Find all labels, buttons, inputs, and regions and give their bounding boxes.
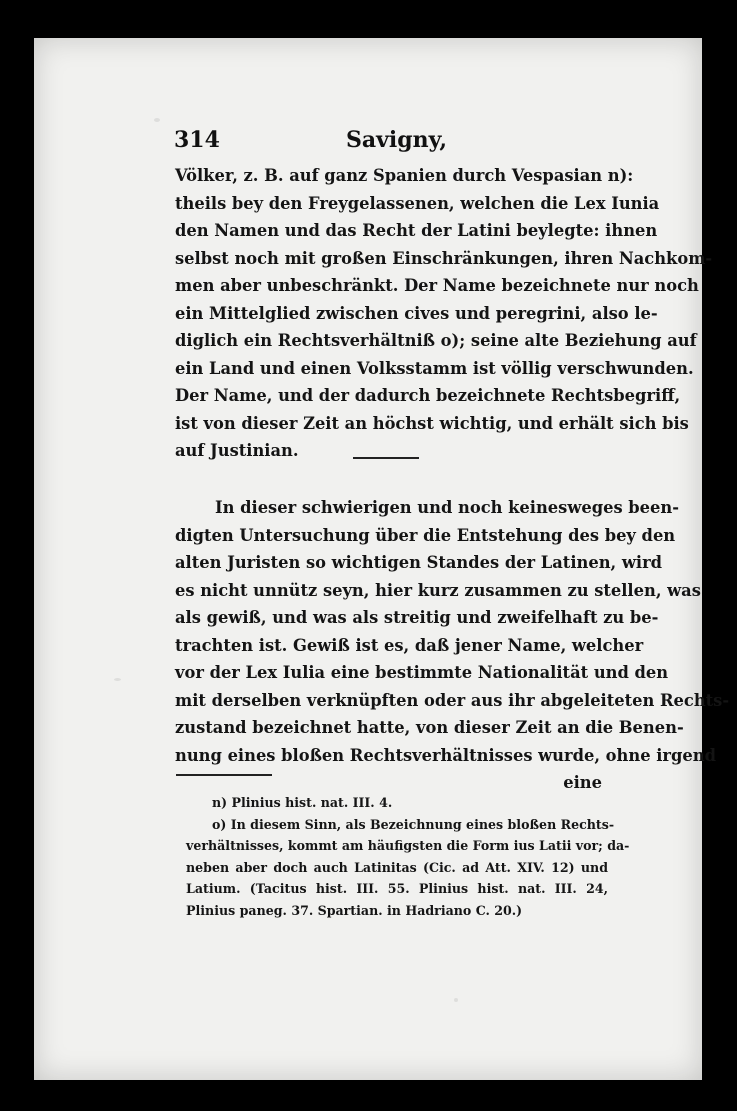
page-header: [140, 127, 602, 155]
footnote-rule: [176, 774, 272, 776]
footnotes: [186, 792, 630, 921]
text-line: ein Mittelglied zwischen cives und peregrini, also le-: [175, 303, 658, 323]
paragraph-1: [175, 162, 713, 465]
text-line: ein Land und einen Volksstamm ist völlig verschwunden.: [175, 358, 694, 378]
paper-speck: [154, 118, 160, 122]
paragraph-2: [175, 494, 730, 797]
text-line: auf Justinian.: [175, 441, 299, 460]
paper-speck: [114, 678, 121, 681]
footnote-o-line: Plinius paneg. 37. Spartian. in Hadriano C. 20.): [186, 902, 523, 918]
section-divider: [353, 457, 419, 459]
text-line: vor der Lex Iulia eine bestimmte Nationalität und den: [175, 663, 669, 682]
text-line: selbst noch mit großen Einschränkungen, ihren Nachkom-: [175, 248, 713, 268]
catchword: eine: [563, 773, 602, 792]
footnote-o-line: neben aber doch auch Latinitas (Cic. ad Att. XIV. 12) und: [186, 859, 608, 875]
text-line: zustand bezeichnet hatte, von dieser Zeit an die Benen-: [175, 718, 684, 737]
text-line: In dieser schwierigen und noch keinesweges been-: [215, 498, 679, 517]
text-line: es nicht unnütz seyn, hier kurz zusammen zu stellen, was: [175, 580, 701, 600]
footnote-n: n) Plinius hist. nat. III. 4.: [212, 795, 393, 810]
page-number: 314: [174, 127, 220, 153]
footnote-o-line: verhältnisses, kommt am häufigsten die Form ius Latii vor; da-: [186, 838, 630, 853]
text-line: mit derselben verknüpften oder aus ihr abgeleiteten Rechts-: [175, 690, 730, 710]
text-line: nung eines bloßen Rechtsverhältnisses wurde, ohne irgend: [175, 745, 716, 765]
text-line: als gewiß, und was als streitig und zweifelhaft zu be-: [175, 608, 659, 627]
text-line: diglich ein Rechtsverhältniß o); seine alte Beziehung auf: [175, 331, 697, 350]
text-line: trachten ist. Gewiß ist es, daß jener Name, welcher: [175, 635, 644, 655]
text-line: den Namen und das Recht der Latini beylegte: ihnen: [175, 221, 658, 240]
running-head: Savigny,: [346, 127, 447, 153]
paper-speck: [454, 998, 458, 1002]
text-line: men aber unbeschränkt. Der Name bezeichnete nur noch: [175, 276, 699, 295]
text-line: ist von dieser Zeit an höchst wichtig, und erhält sich bis: [175, 413, 689, 433]
text-line: theils bey den Freygelassenen, welchen die Lex Iunia: [175, 193, 660, 213]
footnote-o-line: Latium. (Tacitus hist. III. 55. Plinius hist. nat. III. 24,: [186, 881, 608, 896]
text-line: digten Untersuchung über die Entstehung des bey den: [175, 525, 676, 545]
text-line: alten Juristen so wichtigen Standes der Latinen, wird: [175, 553, 663, 572]
text-line: Völker, z. B. auf ganz Spanien durch Vespasian n):: [175, 166, 634, 185]
footnote-o-line: o) In diesem Sinn, als Bezeichnung eines bloßen Rechts-: [212, 816, 615, 832]
text-line: Der Name, und der dadurch bezeichnete Rechtsbegriff,: [175, 386, 681, 405]
